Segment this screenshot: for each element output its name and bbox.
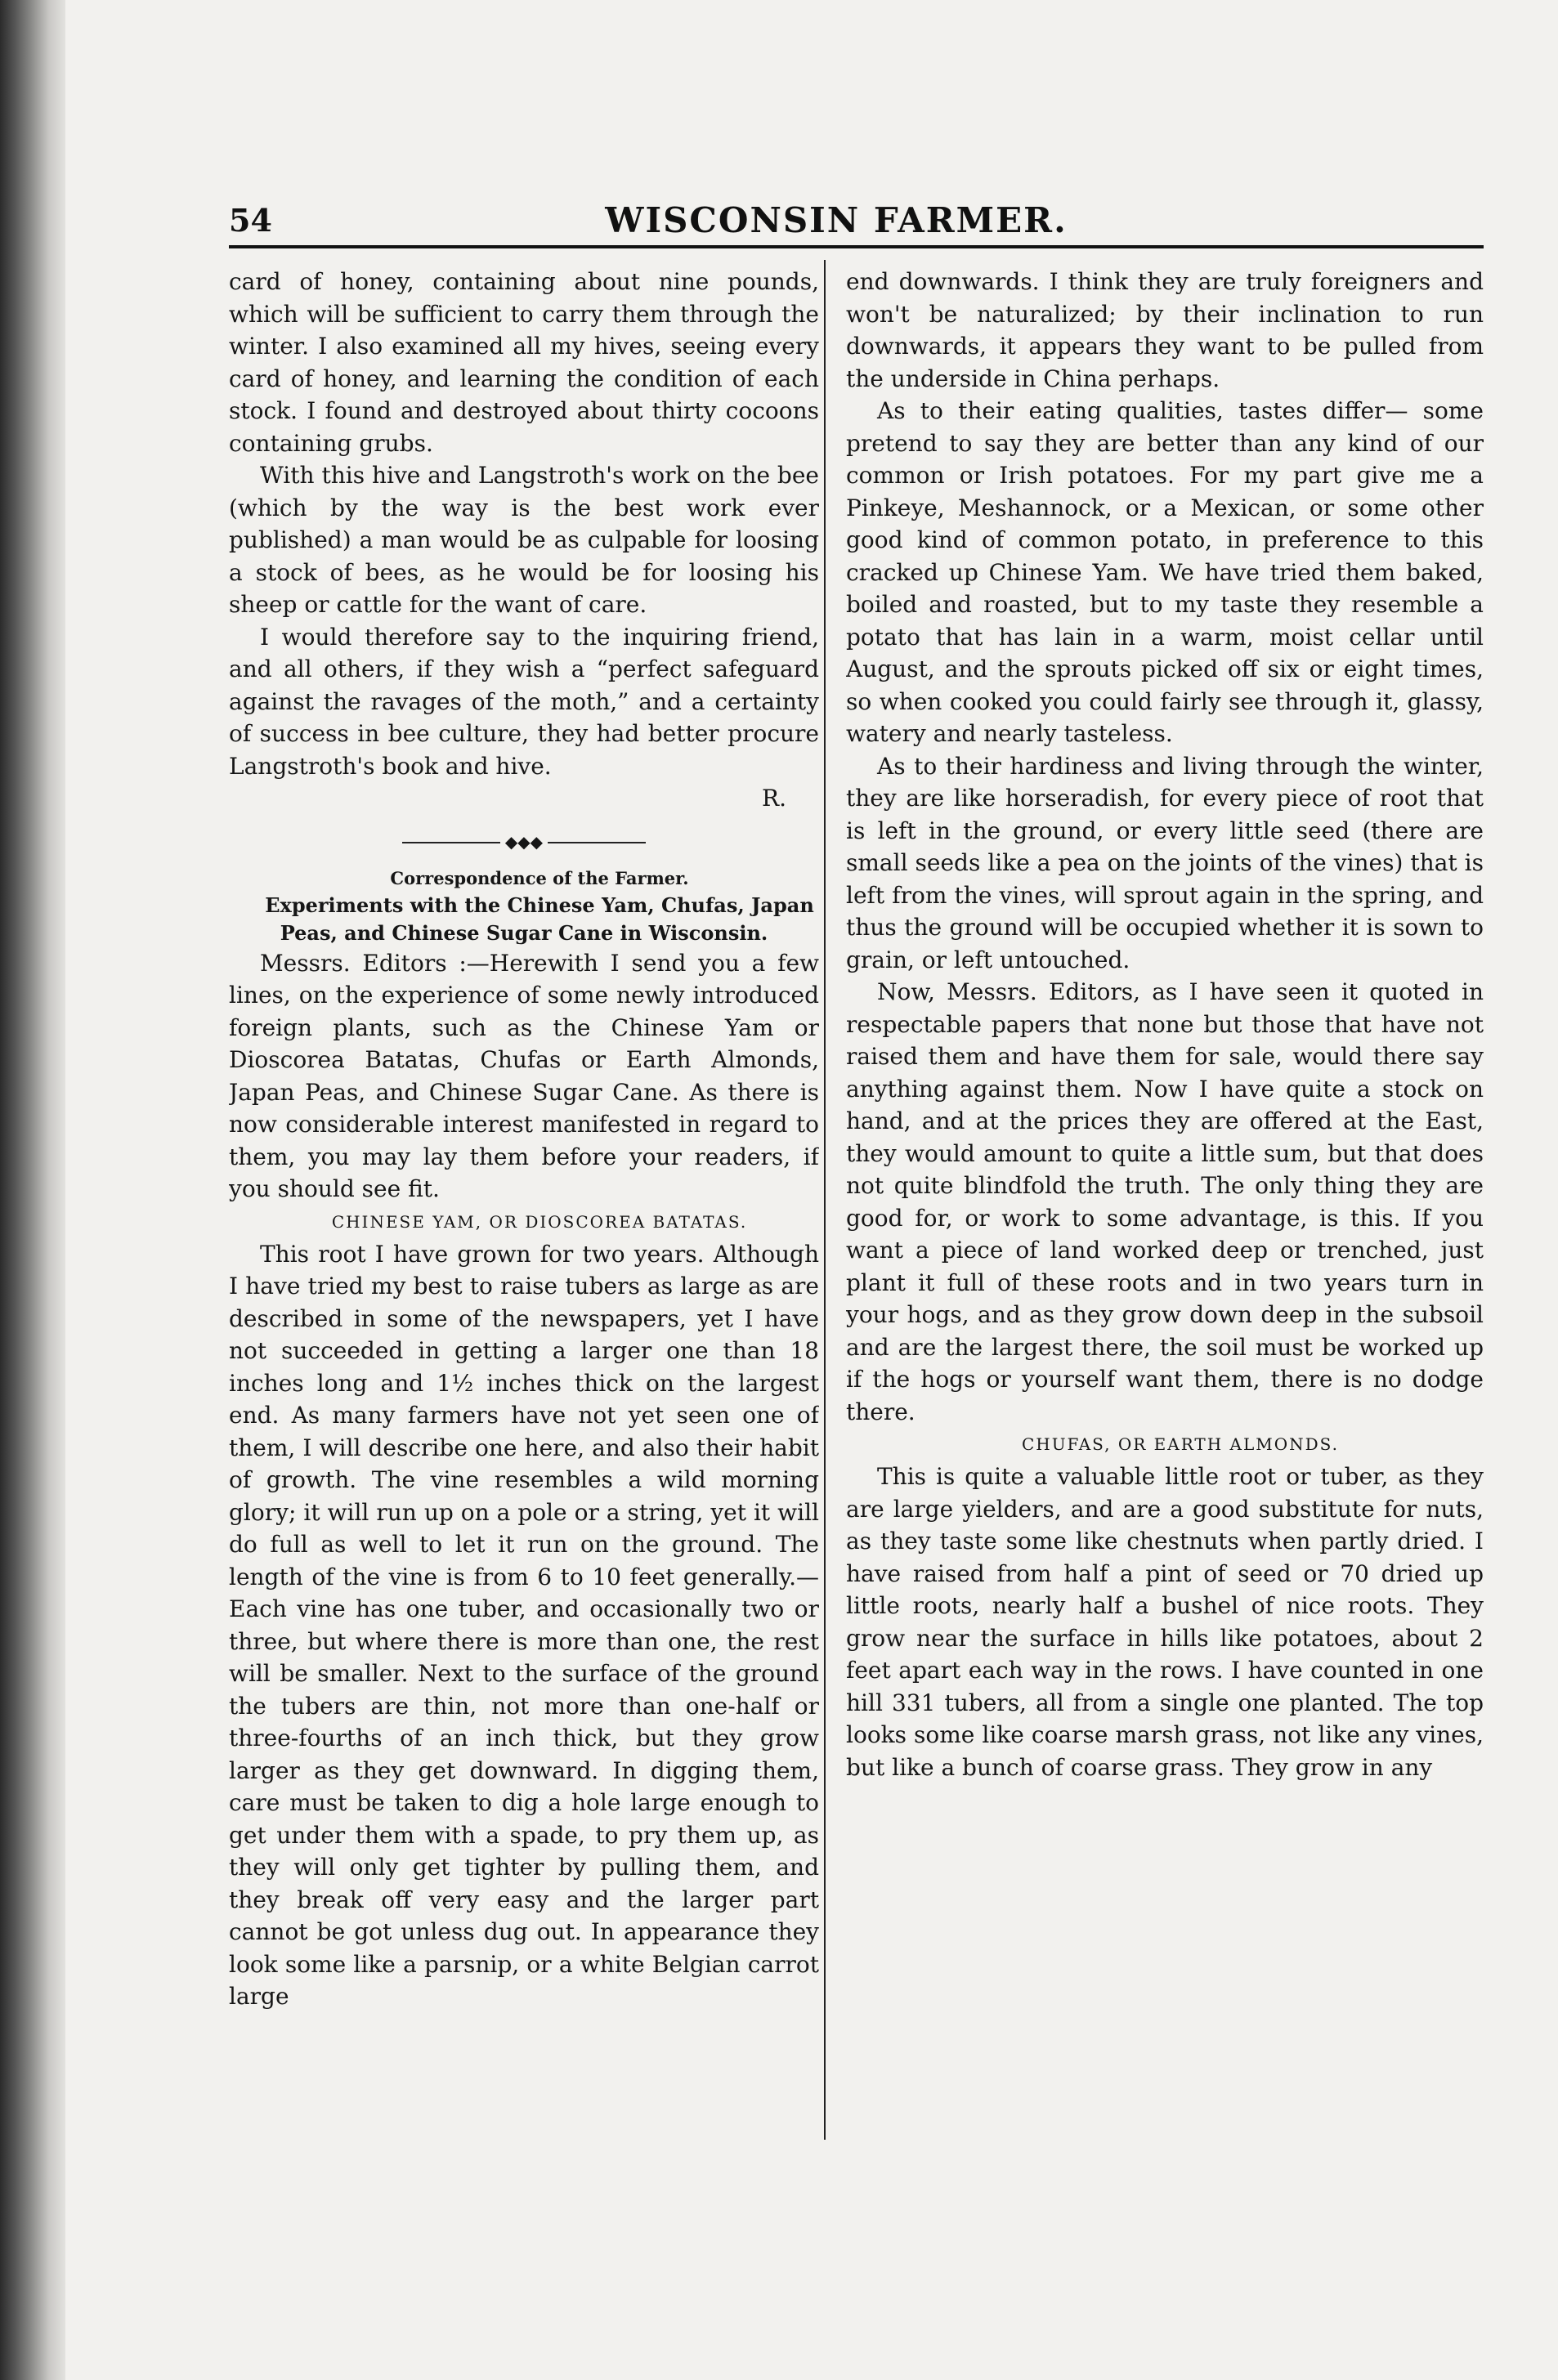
ornament-rule [548,842,646,843]
subheading: CHINESE YAM, OR DIOSCOREA BATATAS. [331,1211,748,1232]
page-title: WISCONSIN FARMER. [605,200,1068,240]
page-number: 54 [229,202,272,239]
paragraph: Now, Messrs. Editors, as I have seen it quoted in respectable papers that none but those that have not raised them and have them for sale, would there say anything against them. Now I have quite a stock on hand, and at the prices they are offered at the East, they would amount to quite a little sum, but that does not quite blindfold the truth. The only thing they are good for, or work to some advantage, is this. If you want a piece of land worked deep or trenched, just plant it full of these roots and in two years turn in your hogs, and as they grow down deep in the subsoil and are the largest there, the soil must be worked up if the hogs or yourself want them, there is no dodge there. [846,978,1484,1425]
paragraph: As to their eating qualities, tastes differ— some pretend to say they are better than any kind of our common or Irish potatoes. For my part give me a Pinkeye, Meshannock, or a Mexican, or some other good kind of common potato, in preference to this cracked up Chinese Yam. We have tried them baked, boiled and roasted, but to my taste they resemble a potato that has lain in a warm, moist cellar until August, and the sprouts picked off six or eight times, so when cooked you could fairly see through it, glassy, watery and nearly tasteless. [846,397,1484,747]
paragraph: With this hive and Langstroth's work on the bee (which by the way is the best work ever published) a man would be as culpable for loosing a stock of bees, as he would be for loosing his sheep or cattle for the want of care. [229,462,819,618]
paragraph: This root I have grown for two years. Although I have tried my best to raise tubers as large as are described in some of the newspapers, yet I have not succeeded in getting a larger one than 18 inches long and 1½ inches thick on the largest end. As many farmers have not yet seen one of them, I will describe one here, and also their habit of growth. The vine resembles a wild morning glory; it will run up on a pole or a string, yet it will do full as well to let it run on the ground. The length of the vine is from 6 to 10 feet generally.— Each vine has one tuber, and occasionally two or three, but where there is more than one, the rest will be smaller. Next to the surface of the ground the tubers are thin, not more than one-half or three-fourths of an inch thick, but they grow larger as they get downward. In digging them, care must be taken to dig a hole large enough to get under them with a spade, to pry them up, as they will only get tighter by pulling them, and they break off very easy and the larger part cannot be got unless dug out. In appearance they look some like a parsnip, or a white Belgian carrot large [229,1240,819,2010]
paragraph: card of honey, containing about nine pounds, which will be sufficient to carry them through the winter. I also examined all my hives, seeing every card of honey, and learning the condition of each stock. I found and destroyed about thirty cocoons containing grubs. [229,268,819,457]
ornament-glyph: ◆◆◆ [504,831,544,852]
right-column [846,266,1484,2145]
book-binding-shadow [0,0,65,2380]
subheading: CHUFAS, OR EARTH ALMONDS. [1021,1434,1340,1454]
correspondence-line: Correspondence of the Farmer. [390,867,689,888]
paragraph: Messrs. Editors :—Herewith I send you a few lines, on the experience of some newly introduced foreign plants, such as the Chinese Yam or Dioscorea Batatas, Chufas or Earth Almonds, Japan Peas, and Chinese Sugar Cane. As there is now considerable interest manifested in regard to them, you may lay them before your readers, if you should see fit. [229,949,819,1202]
ornament-rule [402,842,500,843]
paragraph: end downwards. I think they are truly foreigners and won't be naturalized; by their inclination to run downwards, it appears they want to be pulled from the underside in China perhaps. [846,268,1484,392]
paragraph: As to their hardiness and living through the winter, they are like horseradish, for every piece of root that is left in the ground, or every little seed (there are small seeds like a pea on the joints of the vines) that is left from the vines, will sprout again in the spring, and thus the ground will be occupied whether it is sown to grain, or left untouched. [846,752,1484,973]
article-title: Experiments with the Chinese Yam, Chufas, Japan Peas, and Chinese Sugar Cane in Wisconsin. [265,892,814,945]
left-column [229,266,819,2145]
paragraph: I would therefore say to the inquiring friend, and all others, if they wish a “perfect safeguard against the ravages of the moth,” and a certainty of success in bee culture, they had better procure Langstroth's book and hive. [229,623,819,780]
running-header [65,200,1558,249]
column-divider [824,260,826,2140]
header-rule [229,245,1484,248]
section-ornament [229,830,819,854]
page [65,0,1558,2380]
paragraph: This is quite a valuable little root or tuber, as they are large yielders, and are a good substitute for nuts, as they taste some like chestnuts when partly dried. I have raised from half a pint of seed or 70 dried up little roots, nearly half a bushel of nice roots. They grow near the surface in hills like potatoes, about 2 feet apart each way in the rows. I have counted in one hill 331 tubers, all from a single one planted. The top looks some like coarse marsh grass, not like any vines, but like a bunch of coarse grass. They grow in any [846,1463,1484,1781]
signature: R. [762,785,786,812]
